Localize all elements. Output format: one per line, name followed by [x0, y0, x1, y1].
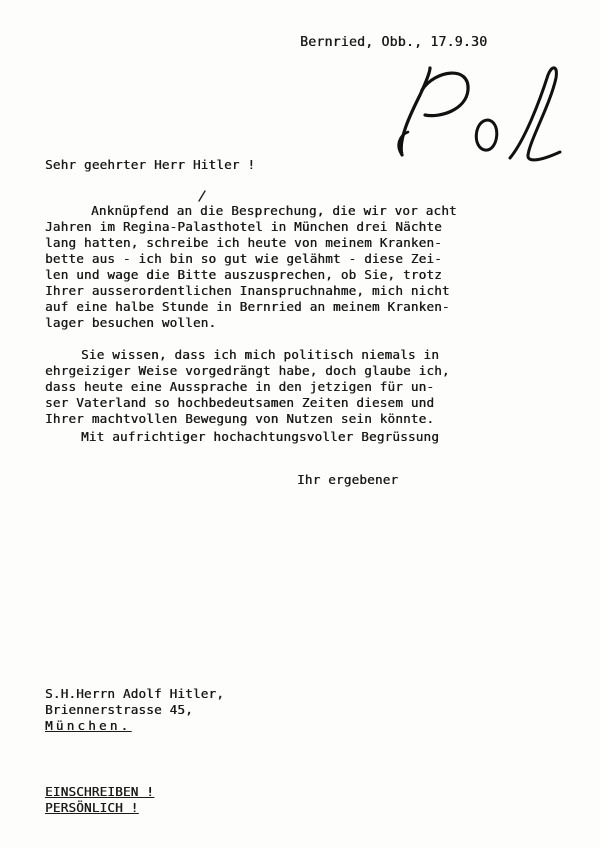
paragraph-1-line: Anknüpfend an die Besprechung, die wir vor acht	[91, 203, 457, 218]
registered-note: EINSCHREIBEN !	[45, 784, 154, 799]
salutation: Sehr geehrter Herr Hitler !	[45, 157, 256, 172]
paragraph-2-line: dass heute eine Aussprache in den jetzigen für un-	[45, 379, 435, 394]
paragraph-1-line: len und wage die Bitte auszusprechen, ob Sie, trotz	[45, 267, 442, 282]
paragraph-1-line: lager besuchen wollen.	[45, 315, 217, 330]
date-line: Bernried, Obb., 17.9.30	[300, 35, 488, 50]
closing-line: Mit aufrichtiger hochachtungsvoller Begrüssung	[81, 429, 439, 444]
handwritten-mark-icon	[196, 190, 208, 202]
signoff: Ihr ergebener	[297, 472, 399, 487]
paragraph-2-line: Sie wissen, dass ich mich politisch niemals in	[81, 347, 439, 362]
paragraph-1-line: Jahren im Regina-Palasthotel in München drei Nächte	[45, 219, 442, 234]
paragraph-2-line: ehrgeiziger Weise vorgedrängt habe, doch glaube ich,	[45, 363, 450, 378]
address-line: S.H.Herrn Adolf Hitler,	[45, 686, 224, 701]
address-line: Briennerstrasse 45,	[45, 702, 193, 717]
paragraph-2-line: Ihrer machtvollen Bewegung von Nutzen sein könnte.	[45, 411, 435, 426]
paragraph-1-line: bette aus - ich bin so gut wie gelähmt - diese Zei-	[45, 251, 442, 266]
address-city: München.	[45, 718, 132, 733]
personal-note: PERSÖNLICH !	[45, 800, 139, 815]
handwritten-initials	[390, 60, 570, 170]
paragraph-1-line: lang hatten, schreibe ich heute von meinem Kranken-	[45, 235, 442, 250]
paragraph-1-line: auf eine halbe Stunde in Bernried an meinem Kranken-	[45, 299, 450, 314]
paragraph-1-line: Ihrer ausserordentlichen Inanspruchnahme, mich nicht	[45, 283, 450, 298]
paragraph-2-line: ser Vaterland so hochbedeutsamen Zeiten diesem und	[45, 395, 435, 410]
